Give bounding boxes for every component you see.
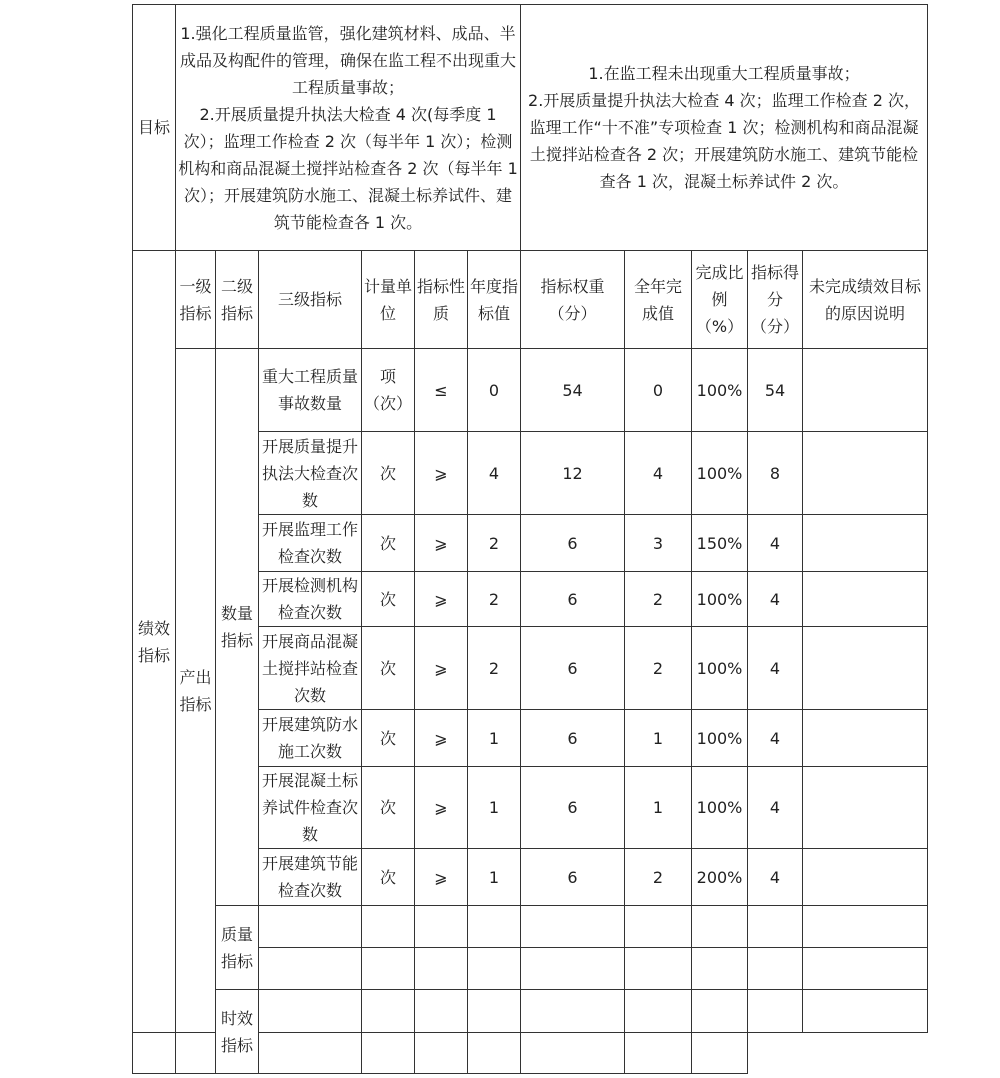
empty-cell bbox=[692, 990, 748, 1033]
header-score: 指标得分（分） bbox=[748, 251, 803, 349]
indicator-done: 1 bbox=[625, 767, 692, 849]
indicator-unit: 项（次） bbox=[362, 349, 415, 432]
header-nature: 指标性质 bbox=[415, 251, 468, 349]
header-row bbox=[133, 251, 928, 349]
indicator-reason bbox=[803, 572, 928, 627]
quantity-indicator-label: 数量指标 bbox=[216, 349, 259, 906]
indicator-done: 2 bbox=[625, 627, 692, 710]
indicator-annual: 1 bbox=[468, 767, 521, 849]
indicator-weight: 54 bbox=[521, 349, 625, 432]
empty-cell bbox=[176, 1033, 216, 1074]
output-indicator-label: 产出指标 bbox=[176, 349, 216, 1033]
header-level1: 一级指标 bbox=[176, 251, 216, 349]
indicator-reason bbox=[803, 349, 928, 432]
header-unit: 计量单位 bbox=[362, 251, 415, 349]
indicator-score: 4 bbox=[748, 572, 803, 627]
indicator-nature: ⩾ bbox=[415, 849, 468, 906]
empty-cell bbox=[259, 948, 362, 990]
empty-cell bbox=[692, 906, 748, 948]
indicator-name: 开展建筑节能检查次数 bbox=[259, 849, 362, 906]
goal-actual-item: 2.开展质量提升执法大检查 4 次；监理工作检查 2 次，监理工作“十不准”专项检查 1 次；检测机构和商品混凝土搅拌站检查各 2 次；开展建筑防水施工、建筑节能检查各 1 次，混凝土标养试件 2 次。 bbox=[528, 91, 920, 191]
indicator-name: 开展质量提升执法大检查次数 bbox=[259, 432, 362, 515]
empty-cell bbox=[259, 990, 362, 1033]
indicator-ratio: 100% bbox=[692, 767, 748, 849]
empty-cell bbox=[468, 948, 521, 990]
indicator-unit: 次 bbox=[362, 849, 415, 906]
indicator-score: 4 bbox=[748, 627, 803, 710]
header-level3: 三级指标 bbox=[259, 251, 362, 349]
indicator-unit: 次 bbox=[362, 767, 415, 849]
table-row bbox=[133, 906, 928, 948]
indicator-reason bbox=[803, 627, 928, 710]
indicator-annual: 2 bbox=[468, 627, 521, 710]
indicator-annual: 1 bbox=[468, 710, 521, 767]
empty-cell bbox=[521, 1033, 625, 1074]
table-row bbox=[133, 990, 928, 1033]
indicator-nature: ⩾ bbox=[415, 432, 468, 515]
indicator-name: 重大工程质量事故数量 bbox=[259, 349, 362, 432]
indicator-annual: 2 bbox=[468, 515, 521, 572]
indicator-ratio: 100% bbox=[692, 432, 748, 515]
indicator-score: 54 bbox=[748, 349, 803, 432]
empty-cell bbox=[415, 990, 468, 1033]
timeliness-indicator-label: 时效指标 bbox=[216, 990, 259, 1074]
goal-actual-item: 1.在监工程未出现重大工程质量事故； bbox=[588, 64, 860, 83]
empty-cell bbox=[692, 1033, 748, 1074]
indicator-weight: 6 bbox=[521, 572, 625, 627]
indicator-score: 4 bbox=[748, 849, 803, 906]
indicator-ratio: 100% bbox=[692, 349, 748, 432]
indicator-ratio: 200% bbox=[692, 849, 748, 906]
indicator-weight: 6 bbox=[521, 710, 625, 767]
quality-indicator-label: 质量指标 bbox=[216, 906, 259, 990]
empty-cell bbox=[259, 1033, 362, 1074]
empty-cell bbox=[133, 1033, 176, 1074]
goal-planned-item: 2.开展质量提升执法大检查 4 次(每季度 1 次）；监理工作检查 2 次（每半年 1 次）；检测机构和商品混凝土搅拌站检查各 2 次（每半年 1 次）；开展建筑防水施工、混凝土标养试件、建筑节能检查各 1 次。 bbox=[178, 104, 518, 232]
empty-cell bbox=[521, 906, 625, 948]
indicator-done: 3 bbox=[625, 515, 692, 572]
indicator-annual: 4 bbox=[468, 432, 521, 515]
indicator-nature: ⩾ bbox=[415, 627, 468, 710]
indicator-ratio: 150% bbox=[692, 515, 748, 572]
empty-cell bbox=[803, 948, 928, 990]
indicator-weight: 6 bbox=[521, 849, 625, 906]
indicator-unit: 次 bbox=[362, 572, 415, 627]
indicator-annual: 0 bbox=[468, 349, 521, 432]
empty-cell bbox=[415, 948, 468, 990]
empty-cell bbox=[362, 948, 415, 990]
empty-cell bbox=[748, 906, 803, 948]
header-done: 全年完成值 bbox=[625, 251, 692, 349]
performance-table bbox=[132, 4, 928, 1074]
empty-cell bbox=[468, 990, 521, 1033]
header-weight: 指标权重（分） bbox=[521, 251, 625, 349]
indicator-done: 2 bbox=[625, 572, 692, 627]
empty-cell bbox=[521, 990, 625, 1033]
empty-cell bbox=[625, 948, 692, 990]
indicator-unit: 次 bbox=[362, 627, 415, 710]
indicator-score: 4 bbox=[748, 767, 803, 849]
indicator-done: 1 bbox=[625, 710, 692, 767]
empty-cell bbox=[748, 948, 803, 990]
empty-cell bbox=[521, 948, 625, 990]
goal-actual-text bbox=[521, 5, 928, 251]
indicator-weight: 6 bbox=[521, 627, 625, 710]
indicator-score: 4 bbox=[748, 515, 803, 572]
indicator-name: 开展建筑防水施工次数 bbox=[259, 710, 362, 767]
indicator-ratio: 100% bbox=[692, 572, 748, 627]
indicator-name: 开展监理工作检查次数 bbox=[259, 515, 362, 572]
perf-label: 绩效指标 bbox=[133, 251, 176, 1033]
indicator-annual: 2 bbox=[468, 572, 521, 627]
indicator-unit: 次 bbox=[362, 515, 415, 572]
empty-cell bbox=[415, 1033, 468, 1074]
header-level2: 二级指标 bbox=[216, 251, 259, 349]
empty-cell bbox=[362, 1033, 415, 1074]
indicator-annual: 1 bbox=[468, 849, 521, 906]
header-annual: 年度指标值 bbox=[468, 251, 521, 349]
indicator-unit: 次 bbox=[362, 432, 415, 515]
indicator-name: 开展检测机构检查次数 bbox=[259, 572, 362, 627]
indicator-nature: ⩾ bbox=[415, 710, 468, 767]
header-ratio: 完成比例（%） bbox=[692, 251, 748, 349]
empty-cell bbox=[415, 906, 468, 948]
goal-planned-item: 1.强化工程质量监管，强化建筑材料、成品、半成品及构配件的管理，确保在监工程不出现重大工程质量事故； bbox=[180, 23, 517, 97]
empty-cell bbox=[748, 990, 803, 1033]
indicator-done: 0 bbox=[625, 349, 692, 432]
indicator-weight: 6 bbox=[521, 515, 625, 572]
empty-cell bbox=[625, 990, 692, 1033]
indicator-ratio: 100% bbox=[692, 710, 748, 767]
empty-cell bbox=[625, 906, 692, 948]
empty-cell bbox=[625, 1033, 692, 1074]
empty-cell bbox=[362, 906, 415, 948]
indicator-name: 开展商品混凝土搅拌站检查次数 bbox=[259, 627, 362, 710]
indicator-done: 4 bbox=[625, 432, 692, 515]
indicator-weight: 12 bbox=[521, 432, 625, 515]
indicator-reason bbox=[803, 849, 928, 906]
indicator-nature: ⩾ bbox=[415, 572, 468, 627]
indicator-done: 2 bbox=[625, 849, 692, 906]
indicator-unit: 次 bbox=[362, 710, 415, 767]
indicator-reason bbox=[803, 710, 928, 767]
indicator-reason bbox=[803, 767, 928, 849]
empty-cell bbox=[468, 906, 521, 948]
goal-planned-text bbox=[176, 5, 521, 251]
indicator-nature: ≤ bbox=[415, 349, 468, 432]
indicator-reason bbox=[803, 432, 928, 515]
indicator-name: 开展混凝土标养试件检查次数 bbox=[259, 767, 362, 849]
indicator-ratio: 100% bbox=[692, 627, 748, 710]
empty-cell bbox=[803, 990, 928, 1033]
indicator-weight: 6 bbox=[521, 767, 625, 849]
indicator-nature: ⩾ bbox=[415, 515, 468, 572]
goal-label: 目标 bbox=[133, 5, 176, 251]
empty-cell bbox=[803, 906, 928, 948]
table-row bbox=[133, 349, 928, 432]
indicator-score: 8 bbox=[748, 432, 803, 515]
indicator-nature: ⩾ bbox=[415, 767, 468, 849]
header-reason: 未完成绩效目标的原因说明 bbox=[803, 251, 928, 349]
indicator-score: 4 bbox=[748, 710, 803, 767]
indicator-reason bbox=[803, 515, 928, 572]
empty-cell bbox=[468, 1033, 521, 1074]
empty-cell bbox=[259, 906, 362, 948]
empty-cell bbox=[692, 948, 748, 990]
empty-cell bbox=[362, 990, 415, 1033]
